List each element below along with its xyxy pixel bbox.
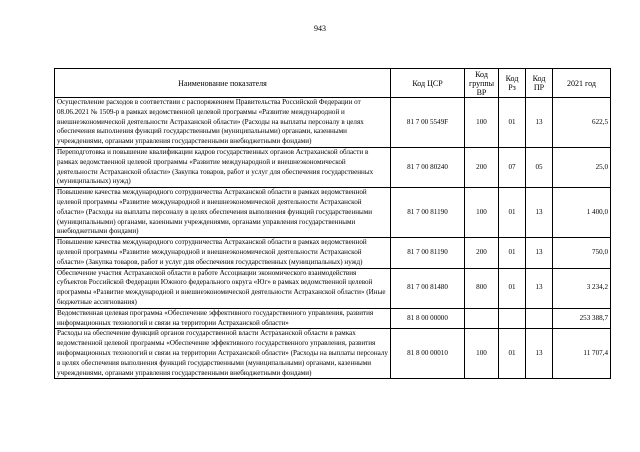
row-pr: 13 xyxy=(526,98,553,148)
row-name: Осуществление расходов в соответствии с распоряжением Правительства Российской Федерации от 08.06.2021 № 1509-р в рамках ведомственной целевой программы «Развитие международной и внешнеэкономической деятельности Астраханской области» (Расходы на выплаты персоналу в целях обеспечения выполнения функций государственными (муниципальными) органами, казенными учреждениями, органами управления государственными внебюджетными фондами) xyxy=(55,98,391,148)
row-name: Расходы на обеспечение функций органов государственной власти Астраханской области в рамках ведомственной целевой программы «Обеспечение эффективного государственного управления, развития информационных технологий и связи на территории Астраханской области» (Расходы на выплаты персоналу в целях обеспечения выполнения функций государственными (муниципальными) органами, казенными учреждениями, органами управления государственными внебюджетными фондами) xyxy=(55,329,391,379)
header-csr: Код ЦСР xyxy=(391,69,465,98)
row-vr xyxy=(465,308,499,329)
table-row xyxy=(55,188,611,238)
row-pr: 13 xyxy=(526,188,553,238)
row-rz xyxy=(499,308,526,329)
budget-table xyxy=(54,68,611,379)
row-vr: 100 xyxy=(465,98,499,148)
row-amount: 11 707,4 xyxy=(553,329,611,379)
table-row xyxy=(55,308,611,329)
row-csr: 81 7 00 81190 xyxy=(391,238,465,268)
row-pr: 13 xyxy=(526,268,553,308)
row-rz: 01 xyxy=(499,329,526,379)
row-pr: 05 xyxy=(526,147,553,187)
row-amount: 1 400,0 xyxy=(553,188,611,238)
row-rz: 07 xyxy=(499,147,526,187)
row-vr: 100 xyxy=(465,329,499,379)
row-csr: 81 8 00 00000 xyxy=(391,308,465,329)
row-csr: 81 7 00 81190 xyxy=(391,188,465,238)
row-name: Ведомственная целевая программа «Обеспечение эффективного государственного управления, развития информационных технологий и связи на территории Астраханской области» xyxy=(55,308,391,329)
row-pr: 13 xyxy=(526,329,553,379)
row-vr: 100 xyxy=(465,188,499,238)
row-name: Повышение качества международного сотрудничества Астраханской области в рамках ведомственной целевой программы «Развитие международной и внешнеэкономической деятельности Астраханской области» (Расходы на выплаты персоналу в целях обеспечения выполнения функций государственными (муниципальными) органами, казенными учреждениями, органами управления государственными внебюджетными фондами) xyxy=(55,188,391,238)
row-rz: 01 xyxy=(499,238,526,268)
row-amount: 253 388,7 xyxy=(553,308,611,329)
row-vr: 800 xyxy=(465,268,499,308)
row-csr: 81 8 00 00010 xyxy=(391,329,465,379)
header-name: Наименование показателя xyxy=(55,69,391,98)
table-row xyxy=(55,329,611,379)
row-amount: 622,5 xyxy=(553,98,611,148)
header-pr: Код ПР xyxy=(526,69,553,98)
table-row xyxy=(55,268,611,308)
table-row xyxy=(55,238,611,268)
row-pr: 13 xyxy=(526,238,553,268)
header-year: 2021 год xyxy=(553,69,611,98)
table-header-row xyxy=(55,69,611,98)
row-amount: 750,0 xyxy=(553,238,611,268)
header-rz: Код Рз xyxy=(499,69,526,98)
row-pr xyxy=(526,308,553,329)
row-name: Обеспечение участия Астраханской области в работе Ассоциации экономического взаимодействия субъектов Российской Федерации Южного федерального округа «Юг» в рамках ведомственной целевой программы «Развитие международной и внешнеэкономической деятельности Астраханской области» (Иные бюджетные ассигнования) xyxy=(55,268,391,308)
row-rz: 01 xyxy=(499,98,526,148)
table-row xyxy=(55,147,611,187)
page-number: 943 xyxy=(314,24,326,33)
row-csr: 81 7 00 5549F xyxy=(391,98,465,148)
row-rz: 01 xyxy=(499,188,526,238)
row-vr: 200 xyxy=(465,147,499,187)
row-rz: 01 xyxy=(499,268,526,308)
row-amount: 3 234,2 xyxy=(553,268,611,308)
row-vr: 200 xyxy=(465,238,499,268)
row-name: Переподготовка и повышение квалификации кадров государственных органов Астраханской области в рамках ведомственной целевой программы «Развитие международной и внешнеэкономической деятельности Астраханской области» (Закупка товаров, работ и услуг для обеспечения государственных (муниципальных) нужд) xyxy=(55,147,391,187)
row-amount: 25,0 xyxy=(553,147,611,187)
row-name: Повышение качества международного сотрудничества Астраханской области в рамках ведомственной целевой программы «Развитие международной и внешнеэкономической деятельности Астраханской области» (Закупка товаров, работ и услуг для обеспечения государственных (муниципальных) нужд) xyxy=(55,238,391,268)
row-csr: 81 7 00 80240 xyxy=(391,147,465,187)
table-row xyxy=(55,98,611,148)
header-vr: Код группы ВР xyxy=(465,69,499,98)
row-csr: 81 7 00 81480 xyxy=(391,268,465,308)
